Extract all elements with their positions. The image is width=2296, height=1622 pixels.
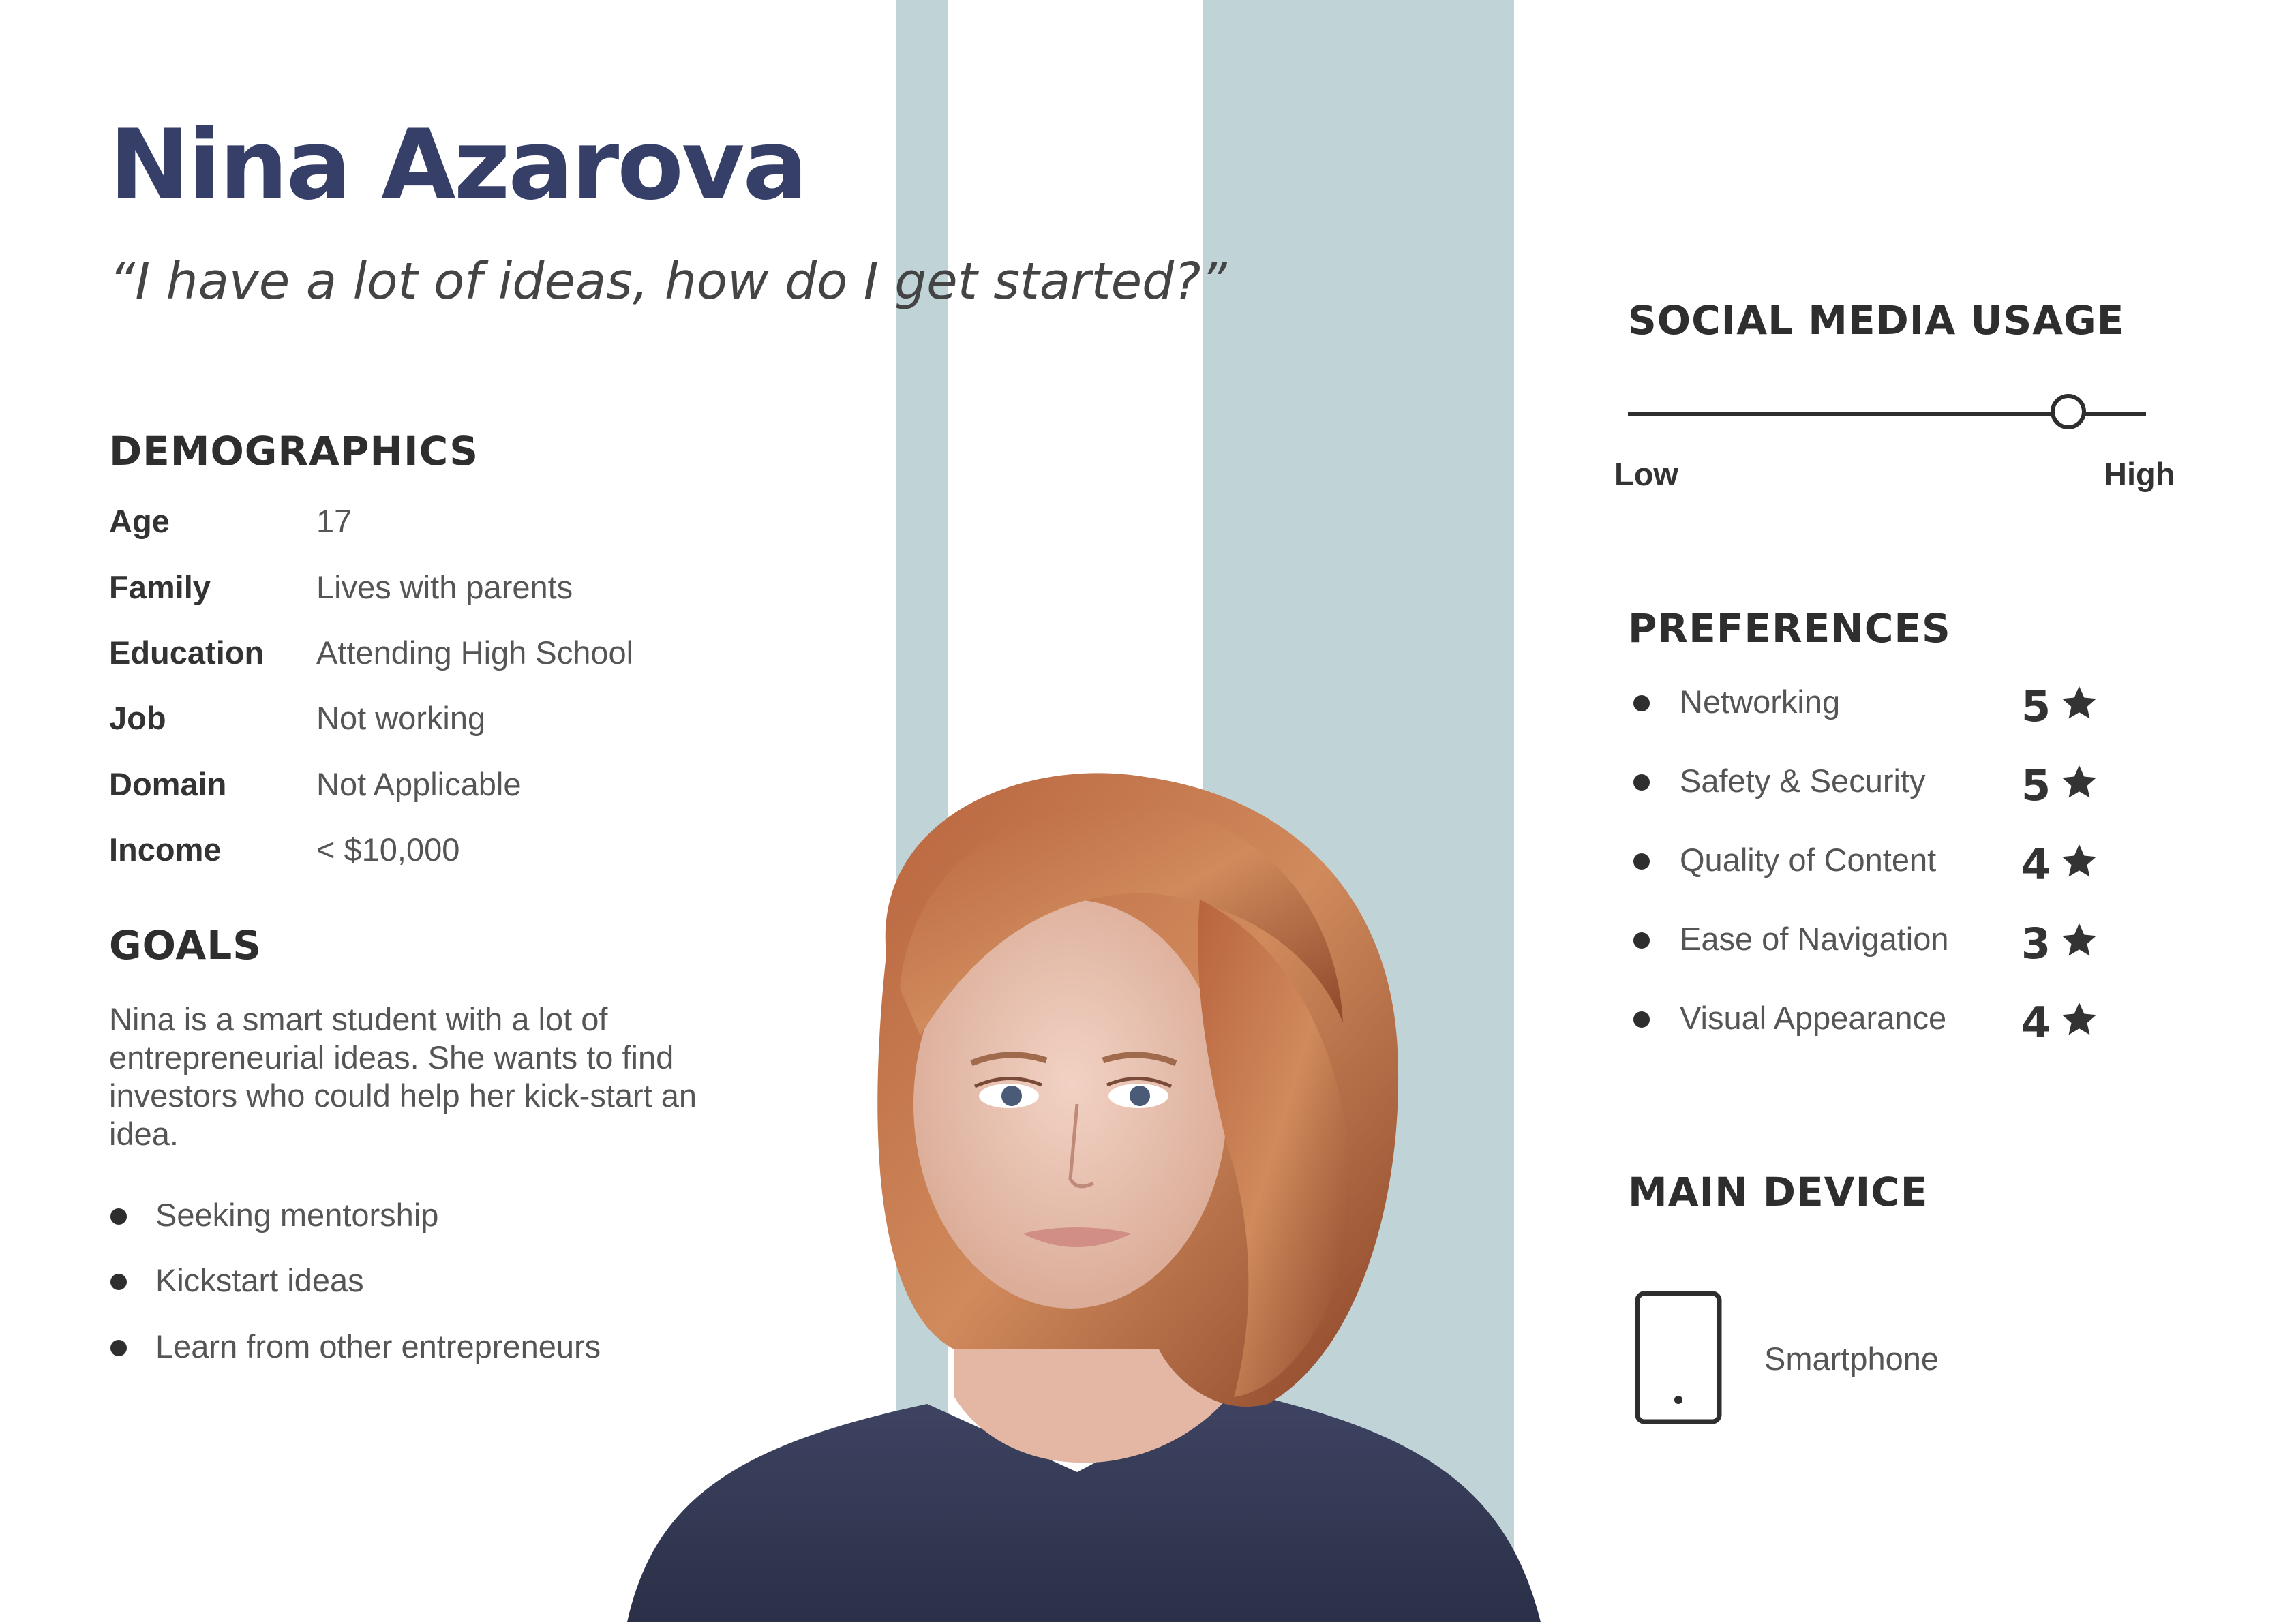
demographics-row-job [109,699,859,765]
star-icon [2059,762,2100,803]
demographics-row-education [109,634,859,699]
demographics-row-family [109,568,859,634]
star-icon [2059,999,2100,1040]
bullet-icon [110,1208,127,1225]
goals-description: Nina is a smart student with a lot of entrepreneurial ideas. She wants to find investors who could help her kick-start an idea. [109,1001,697,1152]
demographics-label: Job [109,700,166,736]
demographics-label: Age [109,503,170,539]
preference-label: Safety & Security [1680,763,1926,799]
bullet-icon [1633,774,1650,791]
slider-high-label: High [2104,456,2175,492]
preference-score: 4 [2021,840,2051,889]
social-media-usage-title: SOCIAL MEDIA USAGE [1628,297,2125,343]
goal-text: Learn from other entrepreneurs [155,1328,601,1364]
social-media-usage-slider [1628,393,2146,433]
bullet-icon [110,1340,127,1356]
demographics-value: Not Applicable [316,766,522,802]
preference-score: 5 [2021,682,2051,731]
goal-item [109,1328,791,1375]
goal-text: Kickstart ideas [155,1262,364,1298]
bullet-icon [110,1274,127,1290]
preference-label: Ease of Navigation [1680,921,1949,957]
star-icon [2059,683,2100,724]
demographics-title: DEMOGRAPHICS [109,428,479,474]
preference-label: Networking [1680,684,1841,720]
persona-quote: “I have a lot of ideas, how do I get started?” [109,252,1227,311]
preference-score: 3 [2021,919,2051,968]
demographics-label: Income [109,831,222,868]
main-device-label: Smartphone [1764,1341,1939,1377]
demographics-row-age [109,502,859,568]
smartphone-icon [1635,1291,1722,1424]
demographics-value: Not working [316,700,486,736]
demographics-label: Domain [109,766,227,802]
main-device-title: MAIN DEVICE [1628,1169,1929,1215]
bullet-icon [1633,1011,1650,1028]
preferences-title: PREFERENCES [1628,605,1951,652]
preference-score: 4 [2021,998,2051,1047]
slider-knob [2051,394,2086,429]
goal-item [109,1261,791,1309]
bullet-icon [1633,695,1650,711]
demographics-label: Education [109,634,265,671]
demographics-label: Family [109,569,211,605]
bullet-icon [1633,932,1650,949]
goal-item [109,1196,791,1244]
demographics-value: < $10,000 [316,831,460,868]
demographics-value: 17 [316,503,352,539]
preference-item [1629,999,2175,1067]
demographics-value: Lives with parents [316,569,573,605]
star-icon [2059,920,2100,961]
preference-score: 5 [2021,761,2051,810]
demographics-row-domain [109,765,859,831]
demographics-value: Attending High School [316,634,634,671]
goals-title: GOALS [109,922,262,968]
slider-low-label: Low [1614,456,1678,492]
persona-name: Nina Azarova [109,109,806,221]
preference-item [1629,841,2175,909]
preference-label: Quality of Content [1680,842,1937,878]
goal-text: Seeking mentorship [155,1197,439,1233]
preference-item [1629,920,2175,988]
preference-item [1629,762,2175,830]
demographics-row-income [109,831,859,896]
star-icon [2059,841,2100,882]
preference-label: Visual Appearance [1680,1000,1947,1036]
preference-item [1629,683,2175,751]
bullet-icon [1633,853,1650,870]
